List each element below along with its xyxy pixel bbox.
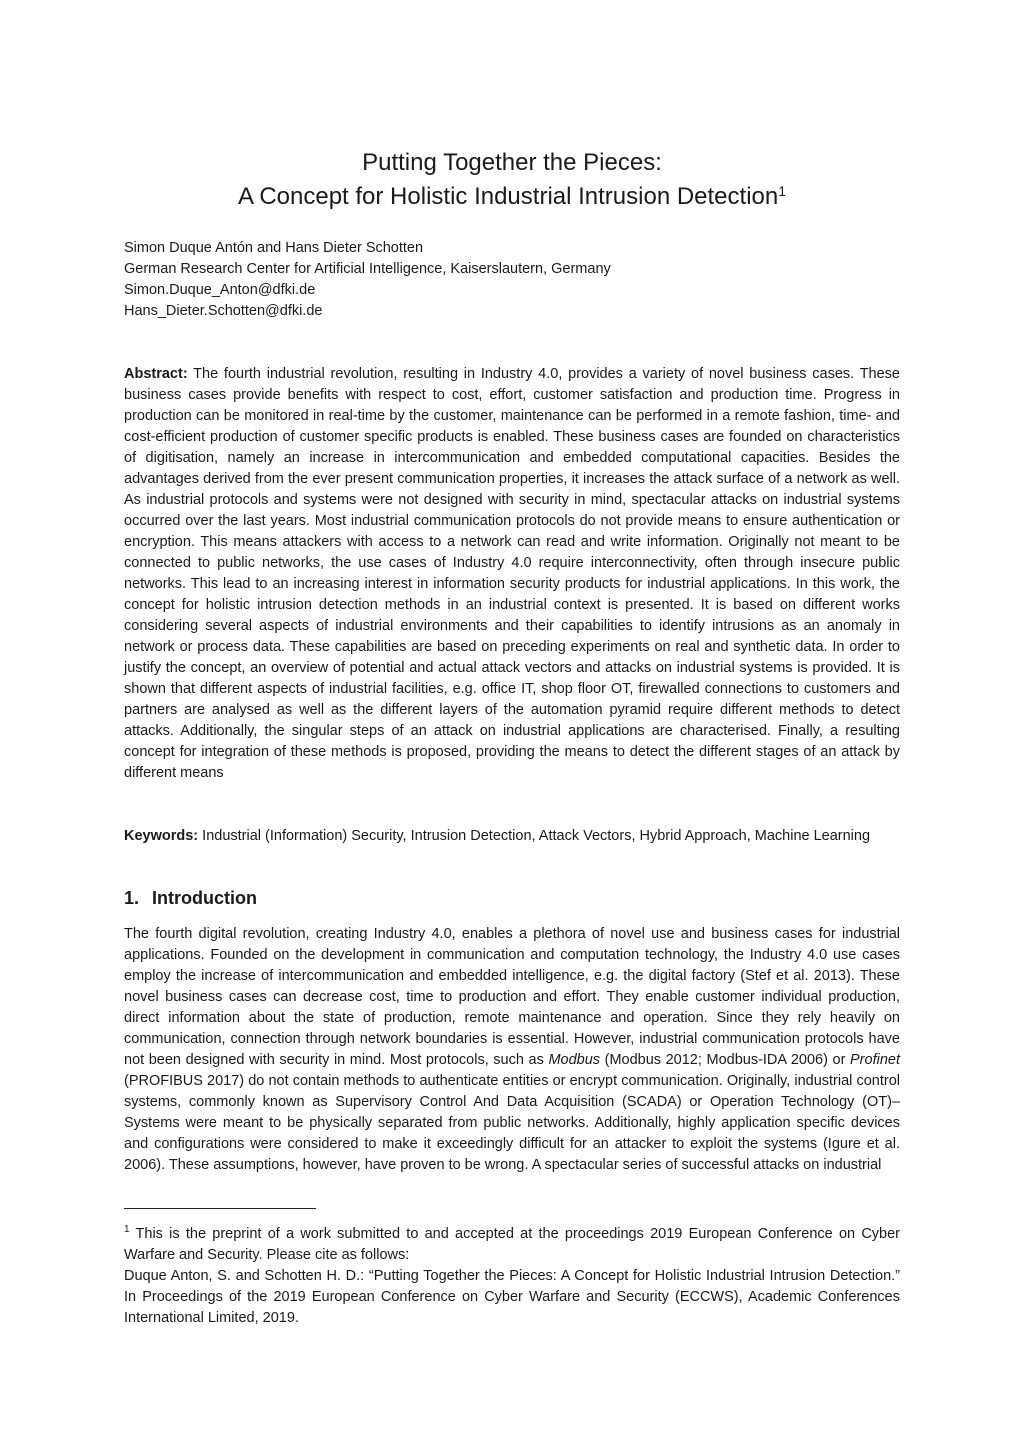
title-line-2: [0, 180, 1024, 214]
keywords-text: Industrial (Information) Security, Intrusion Detection, Attack Vectors, Hybrid Approach, Machine Learning: [198, 828, 871, 844]
author-names: Simon Duque Antón and Hans Dieter Schotten: [124, 240, 424, 256]
introduction-paragraph: [124, 924, 900, 1176]
abstract-label: Abstract:: [124, 366, 188, 382]
footnote-text-1: This is the preprint of a work submitted to and accepted at the proceedings 2019 European Conference on Cyber Warfare and Security. Please cite as follows:: [124, 1225, 900, 1263]
author-email-1: Simon.Duque_Anton@dfki.de: [124, 282, 316, 298]
title-line-2-text: A Concept for Holistic Industrial Intrusion Detection: [237, 183, 779, 210]
keywords: [124, 826, 900, 847]
title-footnote-mark: 1: [778, 183, 787, 199]
paper-title: [0, 146, 1024, 214]
footnote-line-2: Duque Anton, S. and Schotten H. D.: “Putting Together the Pieces: A Concept for Holistic Industrial Intrusion Detection.” In Proceedings of the 2019 European Conference on Cyber Warfare and Security (ECCWS), Academic Conferences International Limited, 2019.: [124, 1267, 900, 1326]
intro-profinet: Profinet: [850, 1052, 900, 1068]
intro-text-2: (Modbus 2012; Modbus-IDA 2006) or: [600, 1052, 851, 1068]
section-heading-introduction: [124, 888, 257, 909]
abstract-text: The fourth industrial revolution, resulting in Industry 4.0, provides a variety of novel business cases. These business cases provide benefits with respect to cost, effort, customer satisfaction and production time. Progress in production can be monitored in real-time by the customer, maintenance can be performed in a remote fashion, time- and cost-efficient production of customer specific products is enabled. These business cases are founded on characteristics of digitisation, namely an increase in intercommunication and embedded computational capacities. Besides the advantages derived from the ever present communication properties, it increases the attack surface of a network as well. As industrial protocols and systems were not designed with security in mind, spectacular attacks on industrial systems occurred over the last years. Most industrial communication protocols do not provide means to ensure authentication or encryption. This means attackers with access to a network can read and write information. Originally not meant to be connected to public networks, the use cases of Industry 4.0 require interconnectivity, often through insecure public networks. This lead to an increasing interest in information security products for industrial applications. In this work, the concept for holistic intrusion detection methods in an industrial context is presented. It is based on different works considering several aspects of industrial environments and their capabilities to identify intrusions as an anomaly in network or process data. These capabilities are based on preceding experiments on real and synthetic data. In order to justify the concept, an overview of potential and actual attack vectors and attacks on industrial systems is provided. It is shown that different aspects of industrial facilities, e.g. office IT, shop floor OT, firewalled connections to customers and partners are analysed as well as the different layers of the automation pyramid require different methods to detect attacks. Additionally, the singular steps of an attack on industrial applications are characterised. Finally, a resulting concept for integration of these methods is proposed, providing the means to detect the different stages of an attack by different means: [124, 366, 900, 781]
author-block: [124, 238, 611, 322]
section-number: 1.: [124, 888, 140, 908]
footnote-line-1: [124, 1219, 900, 1266]
footnote: [124, 1219, 900, 1329]
author-email-2: Hans_Dieter.Schotten@dfki.de: [124, 303, 323, 319]
author-affiliation: German Research Center for Artificial Intelligence, Kaiserslautern, Germany: [124, 261, 611, 277]
section-title: Introduction: [152, 888, 257, 908]
footnote-divider: [124, 1208, 316, 1209]
abstract: [124, 364, 900, 784]
title-line-1: Putting Together the Pieces:: [362, 149, 662, 176]
intro-text-1: The fourth digital revolution, creating Industry 4.0, enables a plethora of novel use and business cases for industrial applications. Founded on the development in communication and computation technology, the Industry 4.0 use cases employ the increase of intercommunication and embedded intelligence, e.g. the digital factory (Stef et al. 2013). These novel business cases can decrease cost, time to production and effort. They enable customer individual production, direct information about the state of production, remote maintenance and operation. Since they rely heavily on communication, connection through network boundaries is essential. However, industrial communication protocols have not been designed with security in mind. Most protocols, such as: [124, 926, 900, 1068]
intro-text-3: (PROFIBUS 2017) do not contain methods to authenticate entities or encrypt communication. Originally, industrial control systems, commonly known as Supervisory Control And Data Acquisition (SCADA) or Operation Technology (OT)–Systems were meant to be physically separated from public networks. Additionally, highly application specific devices and configurations were considered to make it exceedingly difficult for an attacker to exploit the systems (Igure et al. 2006). These assumptions, however, have proven to be wrong. A spectacular series of successful attacks on industrial: [124, 1073, 900, 1173]
footnote-mark: 1: [124, 1224, 130, 1235]
intro-modbus: Modbus: [548, 1052, 601, 1068]
keywords-label: Keywords:: [124, 828, 199, 844]
